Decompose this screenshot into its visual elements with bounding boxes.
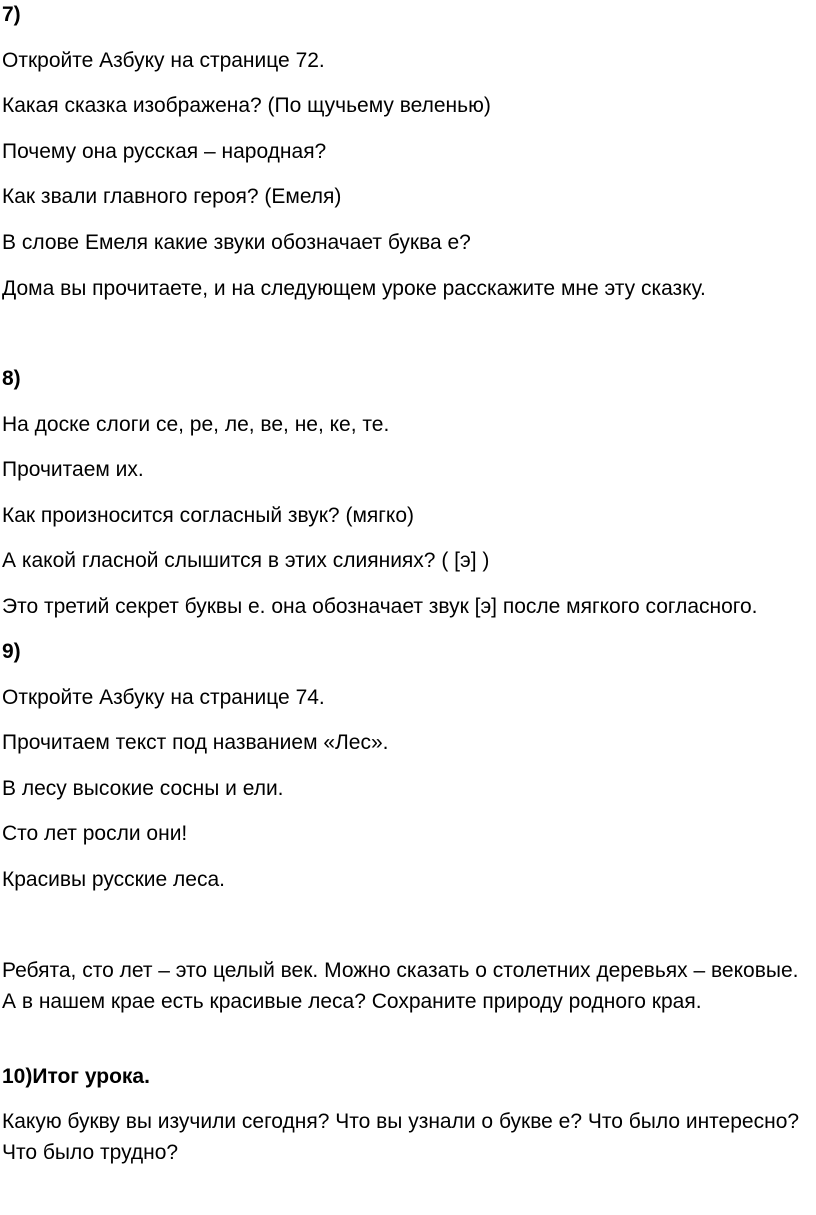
section-9-line-4: Сто лет росли они! [2, 822, 188, 845]
section-7-line-3: Почему она русская – народная? [2, 140, 327, 163]
section-8-heading: 8) [2, 367, 21, 390]
section-10-paragraph: Какую букву вы изучили сегодня? Что вы узнали о букве е? Что было интересно? Что было трудно? [2, 1110, 800, 1164]
section-9-line-5: Красивы русские леса. [2, 868, 225, 891]
section-7-line-2: Какая сказка изображена? (По щучьему веленью) [2, 94, 491, 117]
section-9-heading: 9) [2, 640, 21, 663]
section-9-line-1: Откройте Азбуку на странице 74. [2, 686, 325, 709]
section-9-line-2: Прочитаем текст под названием «Лес». [2, 731, 389, 754]
section-7-heading: 7) [2, 3, 21, 26]
section-8-line-1: На доске слоги се, ре, ле, ве, не, ке, те. [2, 413, 390, 436]
section-7-line-4: Как звали главного героя? (Емеля) [2, 185, 342, 208]
section-8-line-4: А какой гласной слышится в этих слияниях? ( [э] ) [2, 549, 490, 572]
section-9-line-3: В лесу высокие сосны и ели. [2, 777, 284, 800]
section-7-line-5: В слове Емеля какие звуки обозначает буква е? [2, 231, 471, 254]
section-10-heading: 10)Итог урока. [2, 1065, 150, 1088]
section-8-line-2: Прочитаем их. [2, 458, 144, 481]
section-9-paragraph: Ребята, сто лет – это целый век. Можно сказать о столетних деревьях – вековые. А в нашем крае есть красивые леса? Сохраните природу родного края. [2, 959, 799, 1013]
section-7-line-1: Откройте Азбуку на странице 72. [2, 49, 325, 72]
section-8-line-3: Как произносится согласный звук? (мягко) [2, 504, 415, 527]
section-7-line-6: Дома вы прочитаете, и на следующем уроке расскажите мне эту сказку. [2, 277, 706, 300]
section-8-line-5: Это третий секрет буквы е. она обозначает звук [э] после мягкого согласного. [2, 595, 758, 618]
